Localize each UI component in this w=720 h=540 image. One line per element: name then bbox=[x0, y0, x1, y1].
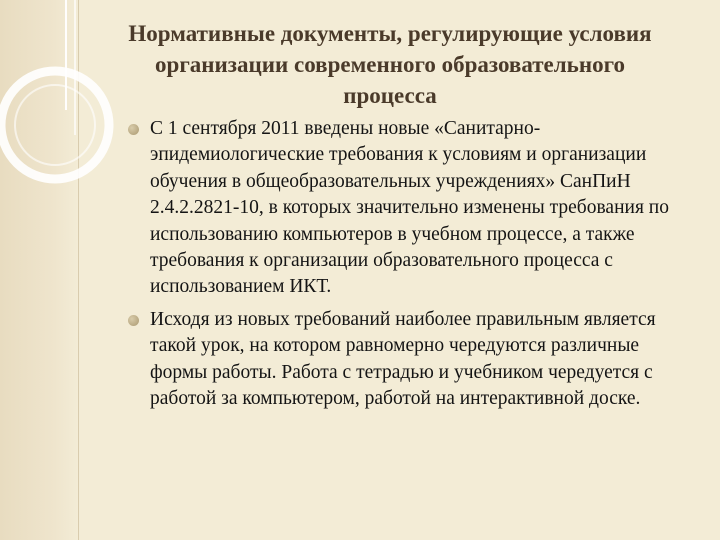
bullet-icon bbox=[128, 315, 139, 326]
bullet-text: С 1 сентября 2011 введены новые «Санитарно-эпидемиологические требования к условиям и организации обучения в общеобразовательных учреждениях» СанПиН 2.4.2.2821-10, в которых значительно изменены требования по использованию компьютеров в учебном процессе, а также требования к организации образовательного процесса с использованием ИКТ. bbox=[150, 118, 669, 298]
slide-content bbox=[130, 116, 700, 418]
bullet-icon bbox=[128, 124, 139, 135]
slide-title: Нормативные документы, регулирующие условия организации современного образовательного процесса bbox=[128, 21, 652, 108]
decorative-circles bbox=[0, 0, 120, 220]
bullet-text: Исходя из новых требований наиболее правильным является такой урок, на котором равномерно чередуются различные формы работы. Работа с тетрадью и учебником чередуется с работой за компьютером, работой на интерактивной доске. bbox=[150, 308, 656, 410]
bullet-item bbox=[130, 116, 700, 301]
bullet-item bbox=[130, 307, 700, 413]
